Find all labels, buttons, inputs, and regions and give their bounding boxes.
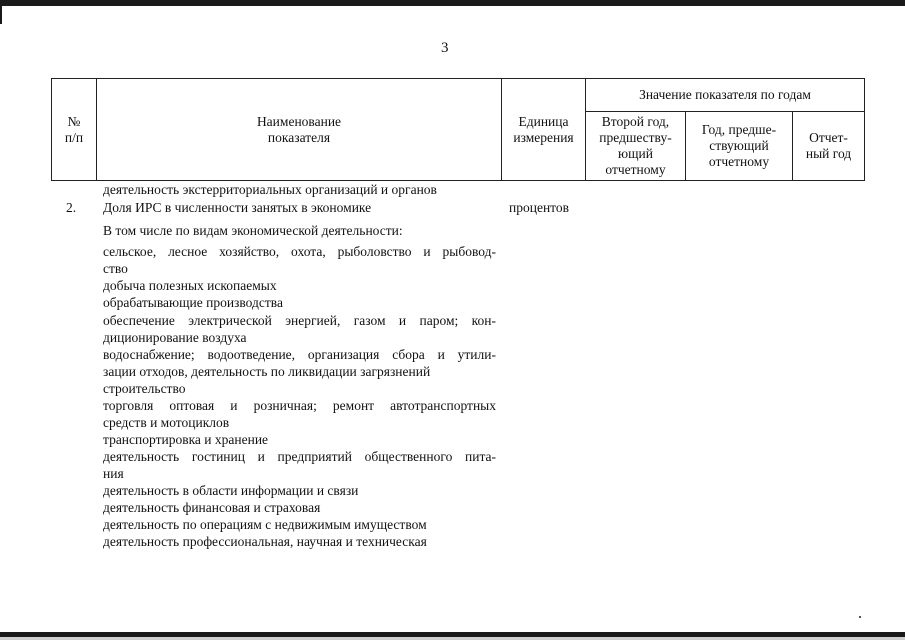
header-values-group-cell xyxy=(586,79,865,112)
header-year-second-prior-cell xyxy=(586,112,686,181)
header-year-second-prior: Второй год, предшеству- ющий отчетному xyxy=(599,114,672,177)
header-name: Наименование показателя xyxy=(256,113,342,145)
activity-line: ния xyxy=(103,466,124,481)
activity-line: транспортировка и хранение xyxy=(103,432,269,447)
header-number: № п/п xyxy=(64,113,84,145)
scan-border-top xyxy=(0,0,905,6)
activity-line: деятельность финансовая и страховая xyxy=(103,500,321,515)
header-number-cell xyxy=(52,79,97,181)
header-year-report-cell xyxy=(793,112,865,181)
header-unit: Единица измерения xyxy=(513,113,574,145)
activity-line: деятельность гостиниц и предприятий общественного пита- xyxy=(103,449,496,464)
header-year-report: Отчет- ный год xyxy=(805,130,852,161)
activity-line: добыча полезных ископаемых xyxy=(103,278,277,293)
activity-line: зации отходов, деятельность по ликвидации загрязнений xyxy=(103,364,431,379)
item-unit: процентов xyxy=(509,200,570,215)
activity-line: водоснабжение; водоотведение, организация сбора и утили- xyxy=(103,347,496,362)
activity-line: диционирование воздуха xyxy=(103,330,247,345)
item-title: Доля ИРС в численности занятых в экономике xyxy=(103,200,372,215)
page-number: 3 xyxy=(441,40,449,56)
activity-line: строительство xyxy=(103,381,186,396)
activity-line: торговля оптовая и розничная; ремонт автотранспортных xyxy=(103,398,496,413)
activity-line: деятельность профессиональная, научная и техническая xyxy=(103,534,427,549)
header-year-prior-cell xyxy=(686,112,793,181)
header-unit-cell xyxy=(502,79,586,181)
activity-line: средств и мотоциклов xyxy=(103,415,230,430)
header-values-group: Значение показателя по годам xyxy=(639,87,811,102)
header-year-prior: Год, предше- ствующий отчетному xyxy=(701,122,777,169)
continued-line: деятельность экстерриториальных организаций и органов xyxy=(103,182,437,197)
activity-line: обеспечение электрической энергией, газом и паром; кон- xyxy=(103,313,496,328)
indicator-table-header xyxy=(51,78,865,181)
activity-line: обрабатывающие производства xyxy=(103,295,283,310)
activity-line: деятельность по операциям с недвижимым имуществом xyxy=(103,517,427,532)
scan-border-left xyxy=(0,0,2,24)
item-number: 2. xyxy=(66,200,77,215)
activity-line: деятельность в области информации и связи xyxy=(103,483,359,498)
activity-line: ство xyxy=(103,261,128,276)
header-name-cell xyxy=(97,79,502,181)
subheading: В том числе по видам экономической деятельности: xyxy=(103,223,403,238)
activity-line: сельское, лесное хозяйство, охота, рыболовство и рыбовод- xyxy=(103,244,496,259)
scan-speck xyxy=(859,616,861,618)
